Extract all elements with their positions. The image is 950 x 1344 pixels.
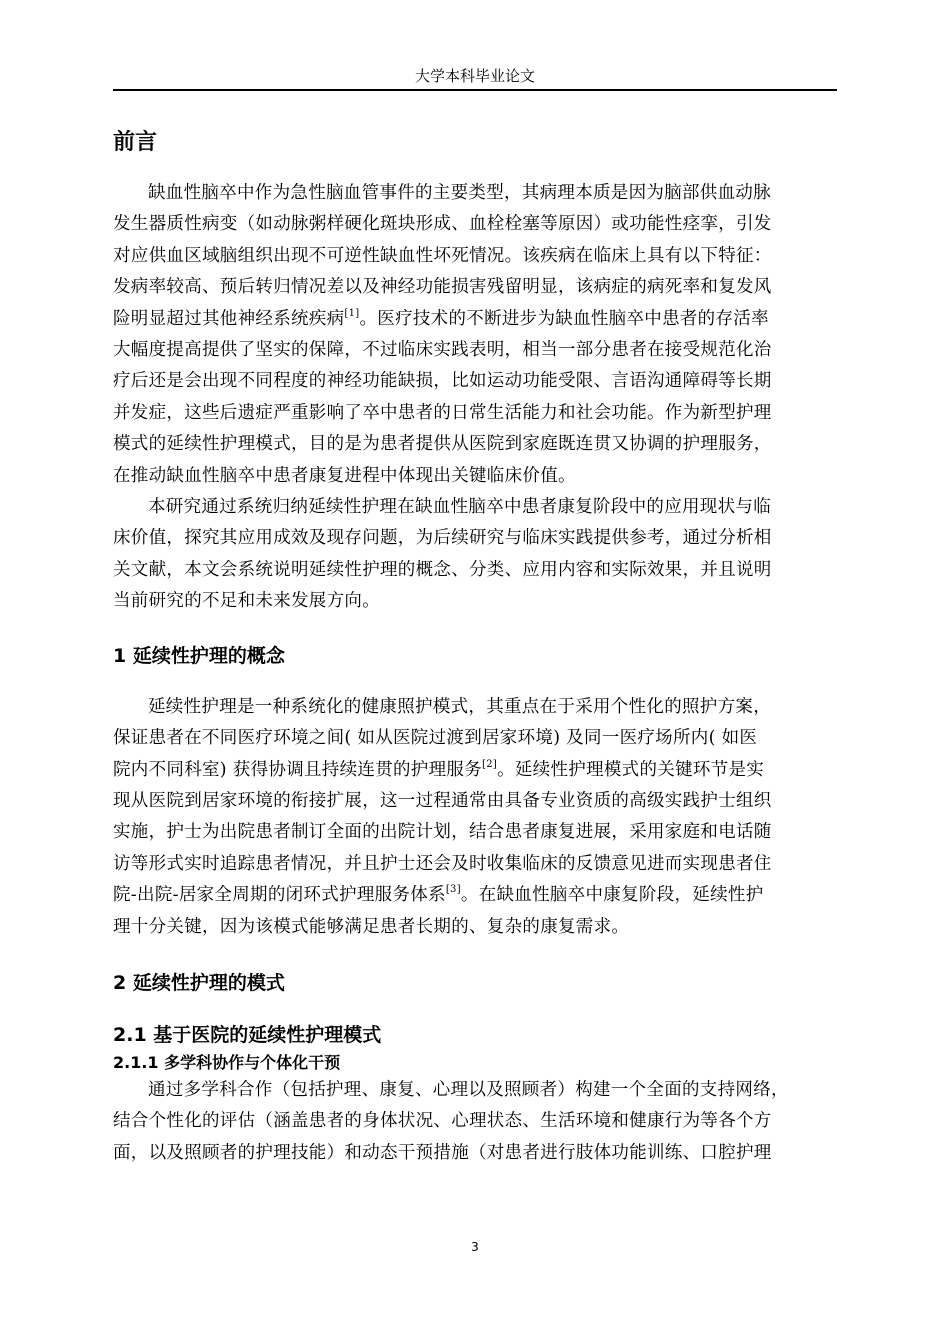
text-line: 发病率较高、预后转归情况差以及神经功能损害残留明显，该病症的病死率和复发风 [113,277,772,298]
text-line: 并发症，这些后遗症严重影响了卒中患者的日常生活能力和社会功能。作为新型护理 [113,402,772,423]
page-body [113,128,837,1169]
page-number: 3 [471,1240,479,1254]
preface-paragraph-2 [113,492,837,618]
text-line: 发生器质性病变（如动脉粥样硬化斑块形成、血栓栓塞等原因）或功能性痉挛，引发 [113,214,772,235]
text-line: 理十分关键，因为该模式能够满足患者长期的、复杂的康复需求。 [113,916,630,937]
text-line: 面，以及照顾者的护理技能）和动态干预措施（对患者进行肢体功能训练、口腔护理 [113,1142,772,1163]
text-line: 疗后还是会出现不同程度的神经功能缺损，比如运动功能受限、言语沟通障碍等长期 [113,371,772,392]
text-line: 通过多学科合作（包括护理、康复、心理以及照顾者）构建一个全面的支持网络， [148,1079,789,1100]
text-line: 访等形式实时追踪患者情况，并且护士还会及时收集临床的反馈意见进而实现患者住 [113,853,772,874]
text-line: 现从医院到居家环境的衔接扩展，这一过程通常由具备专业资质的高级实践护士组织 [113,790,772,811]
text-line: 缺血性脑卒中作为急性脑血管事件的主要类型，其病理本质是因为脑部供血动脉 [148,183,771,203]
section-1-paragraph [113,692,837,943]
section-2-1-1-heading: 2.1.1 多学科协作与个体化干预 [113,1052,341,1072]
text-line: 延续性护理是一种系统化的健康照护模式，其重点在于采用个性化的照护方案， [148,696,771,717]
text-segment: 。医疗技术的不断进步为缺血性脑卒中患者的存活率 [359,308,769,329]
text-line: 模式的延续性护理模式，目的是为患者提供从医院到家庭既连贯又协调的护理服务， [113,434,772,455]
text-segment: 院-出院-居家全周期的闭环式护理服务体系 [113,885,446,906]
text-line: 大幅度提高提供了坚实的保障，不过临床实践表明，相当一部分患者在接受规范化治 [113,340,772,361]
header-rule [113,89,837,91]
text-line [113,880,837,911]
citation-ref[interactable]: [3] [445,884,461,896]
text-line: 对应供血区域脑组织出现不可逆性缺血性坏死情况。该疾病在临床上具有以下特征： [113,245,772,266]
text-segment: 院内不同科室) 获得协调且持续连贯的护理服务 [113,759,482,780]
text-line: 结合个性化的评估（涵盖患者的身体状况、心理状态、生活环境和健康行为等各个方 [113,1111,772,1132]
text-line: 保证患者在不同医疗环境之间( 如从医院过渡到居家环境) 及同一医疗场所内( 如医 [113,728,758,749]
text-segment: 。延续性护理模式的关键环节是实 [497,759,765,780]
preface-heading: 前言 [113,130,158,155]
section-2-heading: 2 延续性护理的模式 [113,971,285,994]
text-line: 床价值，探究其应用成效及现存问题，为后续研究与临床实践提供参考，通过分析相 [113,528,772,549]
text-line [113,755,837,786]
text-segment: 。在缺血性脑卒中康复阶段，延续性护 [460,885,764,906]
text-line: 当前研究的不足和未来发展方向。 [113,591,380,612]
text-segment: 险明显超过其他神经系统疾病 [113,308,345,329]
section-1-heading: 1 延续性护理的概念 [113,644,285,667]
text-line: 在推动缺血性脑卒中患者康复进程中体现出关键临床价值。 [113,465,576,486]
running-header: 大学本科毕业论文 [414,67,535,85]
text-line: 本研究通过系统归纳延续性护理在缺血性脑卒中患者康复阶段中的应用现状与临 [148,497,771,518]
text-line: 实施，护士为出院患者制订全面的出院计划，结合患者康复进展，采用家庭和电话随 [113,822,772,843]
text-line [113,304,837,335]
citation-ref[interactable]: [1] [344,307,360,319]
citation-ref[interactable]: [2] [482,758,498,770]
preface-paragraph-1 [113,178,837,492]
section-2-1-heading: 2.1 基于医院的延续性护理模式 [113,1023,382,1046]
section-2-1-1-paragraph [113,1075,837,1169]
text-line: 关文献，本文会系统说明延续性护理的概念、分类、应用内容和实际效果，并且说明 [113,559,772,580]
